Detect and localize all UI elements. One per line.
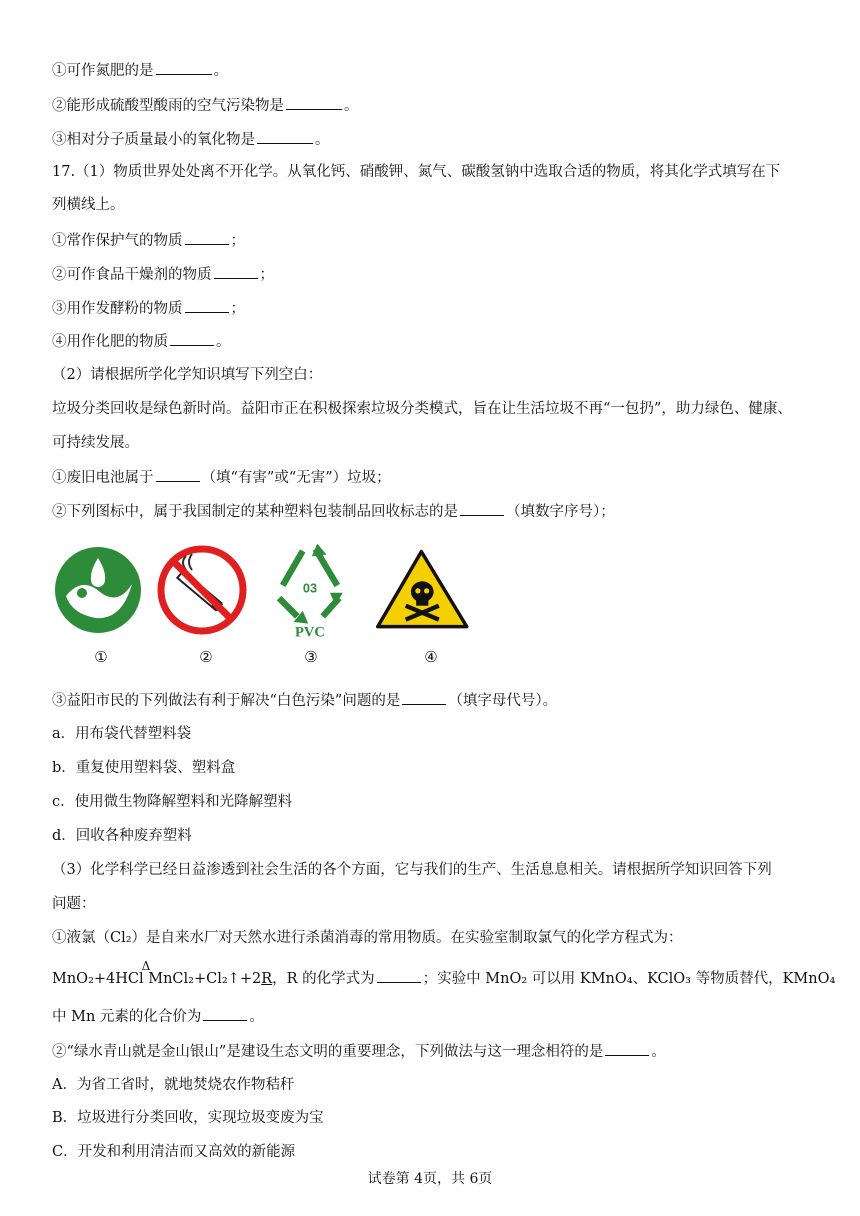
answer-blank[interactable]: [170, 331, 214, 346]
q17-2-item-3: ③益阳市民的下列做法有利于解决“白色污染”问题的是 （填字母代号）。: [52, 690, 557, 711]
q17-1-item-2: ②可作食品干燥剂的物质 ；: [52, 264, 274, 285]
q16-item-3: ③相对分子质量最小的氧化物是 。: [52, 129, 330, 150]
recycle-code: 03: [302, 580, 318, 596]
icon-number-1: ①: [94, 648, 108, 666]
q17-2-item-1: ①废旧电池属于 （填“有害”或“无害”）垃圾；: [52, 467, 391, 488]
q17-3-item-1-cont: 中 Mn 元素的化合价为 。: [52, 1006, 264, 1027]
q17-3-heading-line1: （3）化学科学已经日益渗透到社会生活的各个方面，它与我们的生产、生活息息相关。请根据所学知识回答下列: [52, 862, 772, 878]
pvc-recycle-icon: [262, 540, 358, 640]
answer-blank[interactable]: [257, 129, 313, 144]
q17-1-item-3: ③用作发酵粉的物质 ；: [52, 298, 245, 319]
q17-stem-line1: 17.（1）物质世界处处离不开化学。从氧化钙、硝酸钾、氮气、碳酸氢钠中选取合适的物质，将其化学式填写在下: [52, 164, 781, 180]
icon-number-3: ③: [304, 648, 318, 666]
icon-number-4: ④: [424, 648, 438, 666]
q16-item-1: ①可作氮肥的是 。: [52, 60, 228, 81]
q17-2-item-2: ②下列图标中，属于我国制定的某种塑料包装制品回收标志的是 （填数字序号）；: [52, 501, 615, 522]
chemical-equation: MnO₂+4HCl Δ MnCl₂+Cl₂↑+2R，R 的化学式为 ；实验中 MnO₂ 可以用 KMnO₄、KClO₃ 等物质替代，KMnO₄: [52, 959, 836, 987]
option-A: A．为省工省时，就地焚烧农作物秸秆: [52, 1077, 295, 1093]
toxic-warning-icon: [376, 540, 472, 640]
answer-blank[interactable]: [605, 1041, 649, 1056]
answer-blank[interactable]: [156, 467, 200, 482]
answer-blank[interactable]: [214, 264, 258, 279]
q17-2-intro-line1: 垃圾分类回收是绿色新时尚。益阳市正在积极探索垃圾分类模式，旨在让生活垃圾不再“一包扔”，助力绿色、健康、: [52, 401, 792, 417]
q17-2-heading: （2）请根据所学化学知识填写下列空白：: [52, 367, 323, 383]
q17-1-item-4: ④用作化肥的物质 。: [52, 331, 231, 352]
q16-item-2: ②能形成硫酸型酸雨的空气污染物是 。: [52, 95, 359, 116]
answer-blank[interactable]: [460, 501, 504, 516]
q17-3-heading-line2: 问题：: [52, 896, 96, 912]
option-c: c．使用微生物降解塑料和光降解塑料: [52, 794, 293, 810]
answer-blank[interactable]: [203, 1006, 247, 1021]
page-footer: 试卷第 4页，共 6页: [367, 1171, 493, 1187]
icon-number-2: ②: [199, 648, 213, 666]
q17-2-intro-line2: 可持续发展。: [52, 435, 139, 451]
answer-blank[interactable]: [156, 60, 212, 75]
green-food-icon: [52, 540, 148, 640]
no-smoking-icon: [156, 540, 252, 640]
answer-blank[interactable]: [402, 690, 446, 705]
heat-condition: Δ: [141, 959, 151, 973]
answer-blank[interactable]: [286, 95, 342, 110]
q17-3-item-2: ②“绿水青山就是金山银山”是建设生态文明的重要理念，下列做法与这一理念相符的是 。: [52, 1041, 666, 1062]
recycle-label: PVC: [295, 624, 325, 640]
option-B: B．垃圾进行分类回收，实现垃圾变废为宝: [52, 1110, 324, 1126]
option-a: a．用布袋代替塑料袋: [52, 726, 192, 742]
option-C: C．开发和利用清洁而又高效的新能源: [52, 1144, 296, 1160]
q17-stem-line2: 列横线上。: [52, 197, 125, 213]
answer-blank[interactable]: [185, 298, 229, 313]
answer-blank[interactable]: [185, 230, 229, 245]
q17-1-item-1: ①常作保护气的物质 ；: [52, 230, 245, 251]
q17-3-item-1: ①液氯（Cl₂）是自来水厂对天然水进行杀菌消毒的常用物质。在实验室制取氯气的化学方程式为：: [52, 930, 683, 946]
answer-blank[interactable]: [377, 968, 421, 983]
option-d: d．回收各种废弃塑料: [52, 828, 192, 844]
option-b: b．重复使用塑料袋、塑料盒: [52, 760, 236, 776]
